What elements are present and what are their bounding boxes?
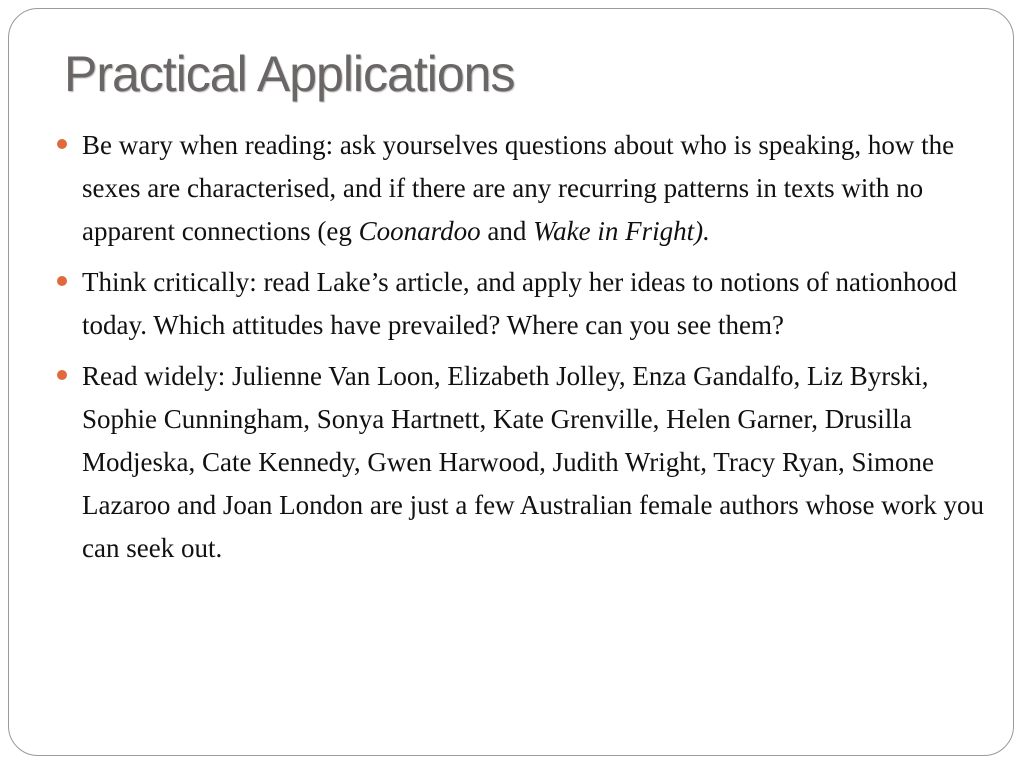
bullet-text xyxy=(82,130,954,246)
slide xyxy=(8,8,1014,756)
bullet-dot-icon xyxy=(57,139,67,149)
bullet-list xyxy=(57,124,997,578)
bullet-item-critical xyxy=(57,261,997,347)
book-title-wake-in-fright: Wake in Fright). xyxy=(533,216,710,246)
bullet-item-widely xyxy=(57,355,997,570)
bullet-item-reading xyxy=(57,124,997,253)
slide-title: Practical Applications xyxy=(64,46,515,102)
bullet-dot-icon xyxy=(57,370,67,380)
bullet-text-part: and xyxy=(480,216,534,246)
bullet-text: Think critically: read Lake’s article, and apply her ideas to notions of nationhood today. Which attitudes have prevailed? Where can you see them? xyxy=(82,267,957,340)
bullet-text-part: Be wary when reading: ask yourselves questions about who is speaking, how the sexes are characterised, and if there are any recurring patterns in texts with no apparent connections (eg xyxy=(82,130,955,246)
bullet-text: Read widely: Julienne Van Loon, Elizabeth Jolley, Enza Gandalfo, Liz Byrski, Sophie Cunningham, Sonya Hartnett, Kate Grenville, Helen Garner, Drusilla Modjeska, Cate Kennedy, Gwen Harwood, Judith Wright, Tracy Ryan, Simone Lazaroo and Joan London are just a few Australian female authors whose work you can seek out. xyxy=(82,361,984,563)
book-title-coonardoo: Coonardoo xyxy=(358,216,481,246)
bullet-dot-icon xyxy=(57,276,67,286)
